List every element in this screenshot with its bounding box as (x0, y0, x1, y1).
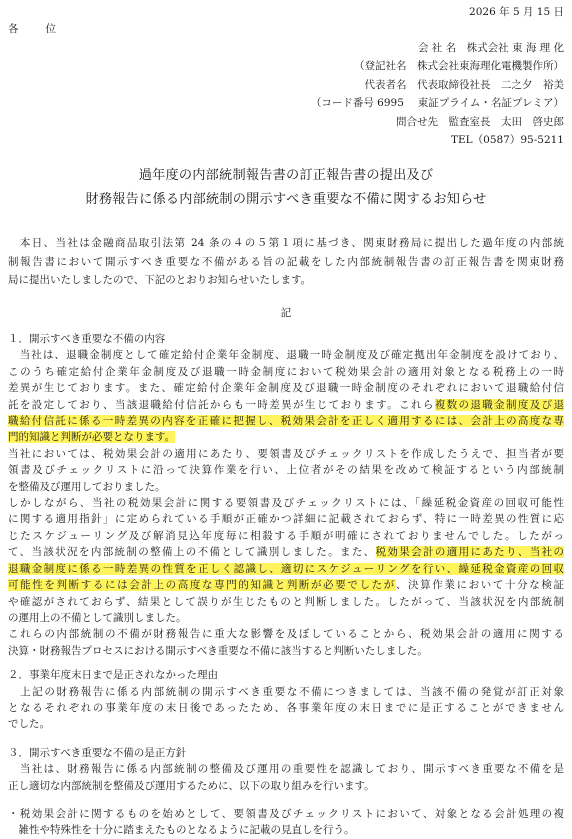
paragraph-line (8, 511, 564, 527)
body-text: を整備及び運用しておりました。 (8, 480, 166, 493)
body-text: の運用上の不備として識別しました。 (8, 611, 187, 624)
body-text: 雑性や特殊性を十分に踏まえたものとなるように記載の見直しを行う。 (8, 824, 355, 837)
highlighted-text: 退職金制度に係る一時差異の性質を正しく認識し、適切にスケジューリングを行い、繰延税金資産の回収 (8, 562, 564, 575)
addressee: 各 位 (8, 23, 58, 35)
paragraph-line (8, 495, 564, 511)
paragraph-line (8, 822, 564, 838)
paragraph-line (8, 380, 564, 396)
paragraph-line (8, 806, 564, 822)
body-text: に関する適用指針」に定められている手順が正確かつ詳細に記載されておらず、特に一時差異の性質に応 (8, 513, 564, 526)
section-heading: ２．事業年度末日まで是正されなかった理由 (8, 669, 218, 682)
paragraph-line (8, 528, 564, 544)
body-text: でした。 (8, 718, 50, 731)
ki-heading: 記 (280, 307, 292, 319)
phone-line: TEL（0587）95-5211 (451, 134, 564, 147)
paragraph-line (8, 626, 564, 642)
highlighted-text: 複数の退職金制度及び退 (434, 398, 564, 411)
paragraph-line (8, 446, 564, 462)
section-heading: ３．開示すべき重要な不備の是正方針 (8, 746, 187, 759)
highlighted-text: 税効果会計の適用にあたり、当社の (375, 546, 564, 559)
paragraph-line (8, 577, 564, 593)
highlighted-text: 可能性を判断するには会計上の高度な専門的知識と判断が必要でしたが (8, 579, 396, 592)
body-text: 正し適切な内部統制を整備及び運用するために、以下の取り組みを行います。 (8, 779, 375, 792)
company-name-line: 会 社 名 株式会社 東 海 理 化 (417, 42, 564, 54)
body-text: 領書及びチェックリストに沿って決算作業を行い、上位者がその結果を改めて検証するという内部統制 (8, 464, 564, 477)
intro-line: 本日、当社は金融商品取引法第 24 条の４の５第１項に基づき、関東財務局に提出した過年度の内部統 (8, 237, 564, 249)
body-text: 、決算作業において十分な検証 (395, 579, 564, 592)
body-text: ・税効果会計に関するものを始めとして、要領書及びチェックリストにおいて、対象となる会計処理の複 (8, 807, 564, 820)
body-text: や確認がされておらず、結果として誤りが生じたものと判断しました。したがって、当該状況を内部統制 (8, 595, 564, 608)
paragraph-line (8, 684, 564, 700)
body-text: 当社においては、税効果会計の適用にあたり、要領書及びチェックリストを作成したうえで、担当者が要 (8, 447, 564, 460)
paragraph-line (8, 594, 564, 610)
body-text: 上記の財務報告に係る内部統制の開示すべき重要な不備につきましては、当該不備の発覚が訂正対象 (8, 685, 564, 698)
section-1-body (8, 347, 564, 659)
body-text: 差異が生じております。また、確定給付企業年金制度及び退職一時金制度のそれぞれにおいて退職給付信 (8, 382, 564, 395)
bullet-list (8, 806, 564, 839)
paragraph-line (8, 479, 564, 495)
paragraph-line (8, 347, 564, 363)
body-text: となるそれぞれの事業年度の末日後であったため、各事業年度の末日までに是正することができません (8, 701, 564, 714)
intro-line: 局に提出いたしましたので、下記のとおりお知らせいたします。 (8, 274, 312, 287)
representative-line: 代表者名 代表取締役社長 二之夕 裕美 (364, 78, 564, 91)
paragraph-line (8, 761, 564, 777)
stock-code-line: （コード番号 6995 東証プライム・名証プレミア） (310, 97, 564, 110)
paragraph-line (8, 429, 564, 445)
paragraph-line (8, 364, 564, 380)
section-heading: １．開示すべき重要な不備の内容 (8, 333, 166, 345)
body-text: しかしながら、当社の税効果会計に関する要領書及びチェックリストには、「繰延税金資産の回収可能性 (8, 497, 564, 510)
body-text: じたスケジューリング及び解消見込年度毎に相殺する手順が明確にされておりませんでした。したがっ (8, 529, 564, 542)
section-3-body (8, 761, 564, 794)
title-line: 過年度の内部統制報告書の訂正報告書の提出及び (138, 168, 434, 183)
highlighted-text: 門的知識と判断が必要となります。 (8, 431, 176, 444)
paragraph-line (8, 610, 564, 626)
paragraph-line (8, 413, 564, 429)
section-2-body (8, 684, 564, 733)
body-text: 託を設定しており、当該退職給付信託からも一時差異が生じております。これら (8, 398, 435, 411)
paragraph-line (8, 544, 564, 560)
company-info-block (264, 39, 564, 149)
body-text: て、当該状況を内部統制の整備上の不備として識別しました。また、 (8, 546, 376, 559)
body-text: 当社は、財務報告に係る内部統制の整備及び運用の重要性を認識しており、開示すべき重要な不備を是 (8, 763, 564, 776)
highlighted-text: 職給付信託に係る一時差異の内容を正確に把握し、税効果会計を正しく適用するには、会計上の高度な専 (8, 415, 564, 428)
contact-line: 問合せ先 監査室長 太田 啓史郎 (396, 115, 564, 128)
body-text: このうち確定給付企業年金制度及び退職一時金制度において税効果会計の適用対象となる税務上の一時 (8, 365, 564, 378)
title-line: 財務報告に係る内部統制の開示すべき重要な不備に関するお知らせ (85, 192, 487, 207)
paragraph-line (8, 700, 564, 716)
body-text: 当社は、退職金制度として確定給付企業年金制度、退職一時金制度及び確定拠出年金制度を設けており、 (8, 349, 564, 362)
paragraph-line (8, 778, 564, 794)
document-body (8, 331, 564, 839)
paragraph-line (8, 643, 564, 659)
document-title (0, 164, 572, 212)
body-text: これらの内部統制の不備が財務報告に重大な影響を及ぼしていることから、税効果会計の適用に関する (8, 628, 564, 641)
paragraph-line (8, 561, 564, 577)
paragraph-line (8, 462, 564, 478)
body-text: 決算・財務報告プロセスにおける開示すべき重要な不備に該当すると判断いたしました。 (8, 644, 428, 657)
intro-line: 制報告書において開示すべき重要な不備がある旨の記載をした内部統制報告書の訂正報告書を関東財務 (8, 255, 564, 268)
registered-name-line: （登記社名 株式会社東海理化電機製作所） (354, 60, 564, 73)
paragraph-line (8, 397, 564, 413)
document-date: 2026 年 5 月 15 日 (469, 6, 564, 18)
paragraph-line (8, 716, 564, 732)
intro-paragraph (8, 234, 564, 290)
